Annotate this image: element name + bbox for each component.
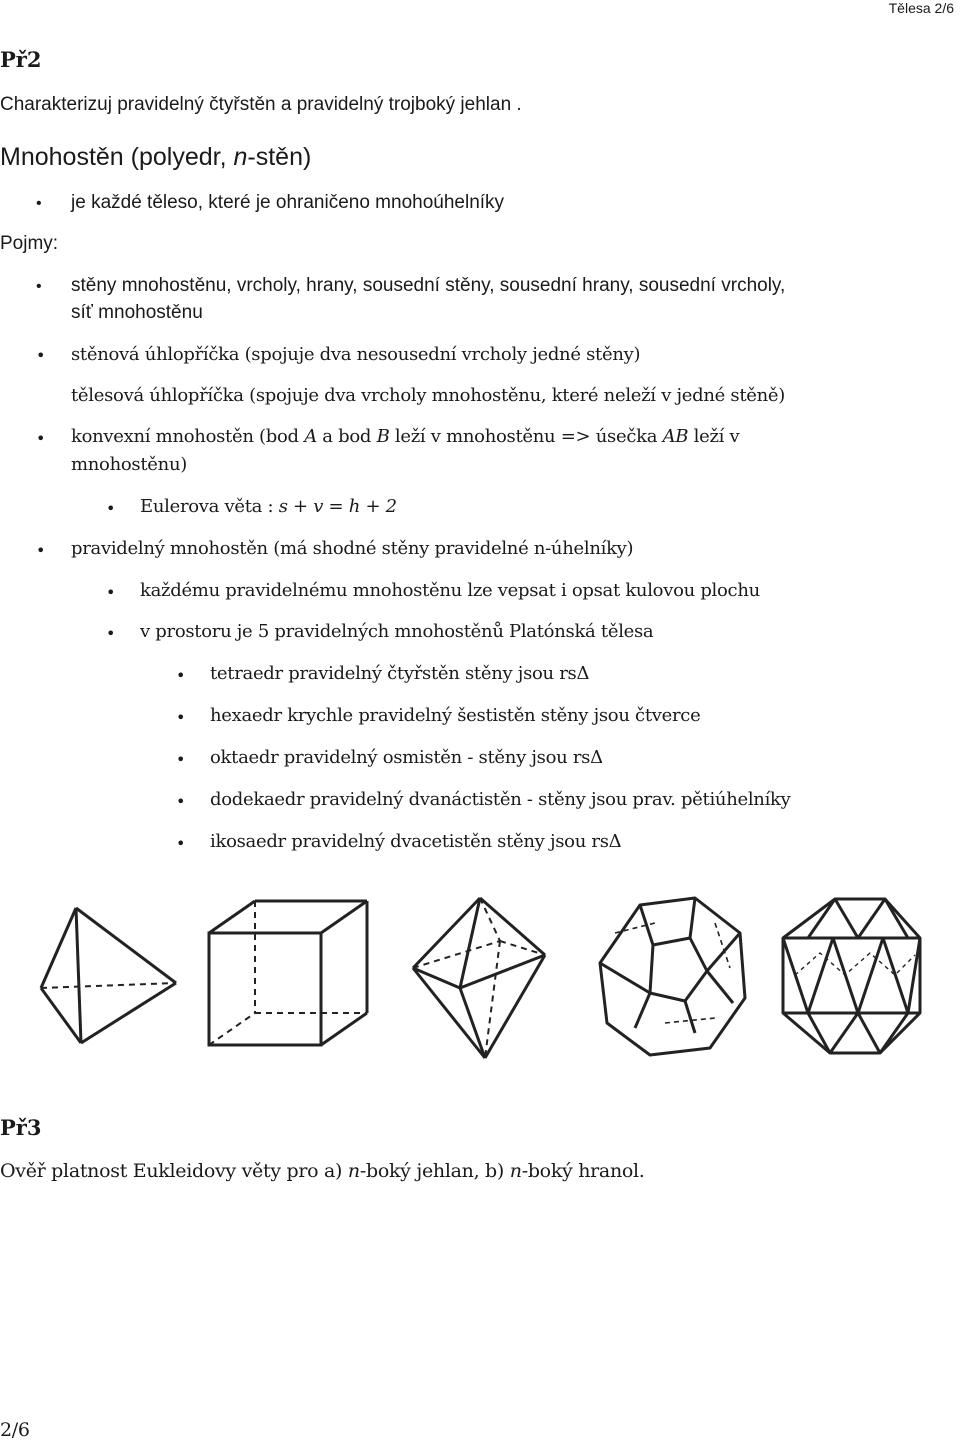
dodecahedron-icon	[595, 893, 755, 1063]
octahedron-figure	[405, 893, 565, 1063]
solid-item-octahedron: oktaedr pravidelný osmistěn - stěny jsou rsΔ	[210, 747, 603, 768]
bullet-dot: •	[106, 583, 116, 602]
regular-polyhedron-line: pravidelný mnohostěn (má shodné stěny pravidelné n-úhelníky)	[71, 538, 634, 559]
bullet-dot: •	[106, 499, 116, 518]
terms-line-4-part: konvexní mnohostěn (bod	[71, 426, 305, 447]
point-b: B	[376, 426, 390, 447]
euler-formula: s + v = h + 2	[278, 496, 397, 517]
tetrahedron-icon	[36, 893, 186, 1058]
bullet-dot: •	[176, 834, 186, 853]
exercise-3-part: -boký hranol.	[521, 1160, 645, 1182]
bullet-dot: •	[176, 792, 186, 811]
exercise-3-part: Ověř platnost Eukleidovy věty pro a)	[0, 1160, 348, 1182]
terms-line-4-part: leží v mnohostěnu => úsečka	[389, 426, 663, 447]
page-header: Tělesa 2/6	[888, 0, 954, 16]
bullet-dot: •	[106, 624, 116, 643]
octahedron-icon	[405, 893, 565, 1063]
terms-line-1a: stěny mnohostěnu, vrcholy, hrany, sousední stěny, sousední hrany, sousední vrcholy,	[71, 275, 786, 296]
terms-line-3: tělesová úhlopříčka (spojuje dva vrcholy mnohostěnu, které neleží v jedné stěně)	[71, 385, 785, 406]
segment-ab: AB	[662, 426, 689, 447]
bullet-dot: •	[176, 750, 186, 769]
bullet-dot: •	[176, 666, 186, 685]
terms-line-1b: síť mnohostěnu	[71, 302, 203, 323]
bullet-dot: •	[36, 195, 42, 212]
icosahedron-icon	[775, 893, 945, 1063]
terms-line-4-part: leží v	[688, 426, 740, 447]
page-number: 2/6	[0, 1419, 30, 1441]
section-title-text: Mnohostěn (polyedr,	[0, 143, 234, 171]
exercise-2-prompt: Charakterizuj pravidelný čtyřstěn a pravidelný trojboký jehlan .	[0, 94, 522, 115]
exercise-2-heading: Př2	[0, 47, 42, 72]
terms-line-4-cont: mnohostěnu)	[71, 454, 187, 475]
variable-n: n	[347, 1160, 360, 1182]
tetrahedron-figure	[36, 893, 186, 1058]
inscribed-sphere-line: každému pravidelnému mnohostěnu lze vepsat i opsat kulovou plochu	[140, 580, 760, 601]
exercise-3-heading: Př3	[0, 1115, 42, 1140]
solid-item-dodecahedron: dodekaedr pravidelný dvanáctistěn - stěny jsou prav. pětiúhelníky	[210, 789, 791, 810]
terms-line-4	[71, 426, 739, 447]
bullet-dot: •	[36, 429, 46, 448]
definition-text: je každé těleso, které je ohraničeno mnohoúhelníky	[71, 192, 505, 213]
bullet-dot: •	[36, 278, 42, 295]
section-title-n: n	[233, 143, 248, 171]
variable-n: n	[509, 1160, 522, 1182]
solid-item-hexahedron: hexaedr krychle pravidelný šestistěn stěny jsou čtverce	[210, 705, 701, 726]
icosahedron-figure	[775, 893, 945, 1063]
bullet-dot: •	[176, 708, 186, 727]
exercise-3-prompt	[0, 1160, 645, 1182]
solid-item-icosahedron: ikosaedr pravidelný dvacetistěn stěny jsou rsΔ	[210, 831, 622, 852]
point-a: A	[304, 426, 317, 447]
dodecahedron-figure	[595, 893, 755, 1063]
cube-figure	[205, 893, 375, 1058]
solid-item-tetrahedron: tetraedr pravidelný čtyřstěn stěny jsou rsΔ	[210, 663, 590, 684]
bullet-dot: •	[36, 346, 46, 365]
euler-theorem	[140, 496, 397, 517]
section-title	[0, 143, 311, 172]
section-title-suffix: -stěn)	[247, 143, 312, 171]
terms-line-4-part: a bod	[316, 426, 377, 447]
cube-icon	[205, 893, 375, 1058]
terms-line-2: stěnová úhlopříčka (spojuje dva nesousední vrcholy jedné stěny)	[71, 344, 641, 365]
pojmy-label: Pojmy:	[0, 233, 59, 254]
bullet-dot: •	[36, 541, 46, 560]
euler-label: Eulerova věta :	[140, 496, 279, 517]
exercise-3-part: -boký jehlan, b)	[359, 1160, 510, 1182]
platonic-solids-line: v prostoru je 5 pravidelných mnohostěnů Platónská tělesa	[140, 621, 654, 642]
